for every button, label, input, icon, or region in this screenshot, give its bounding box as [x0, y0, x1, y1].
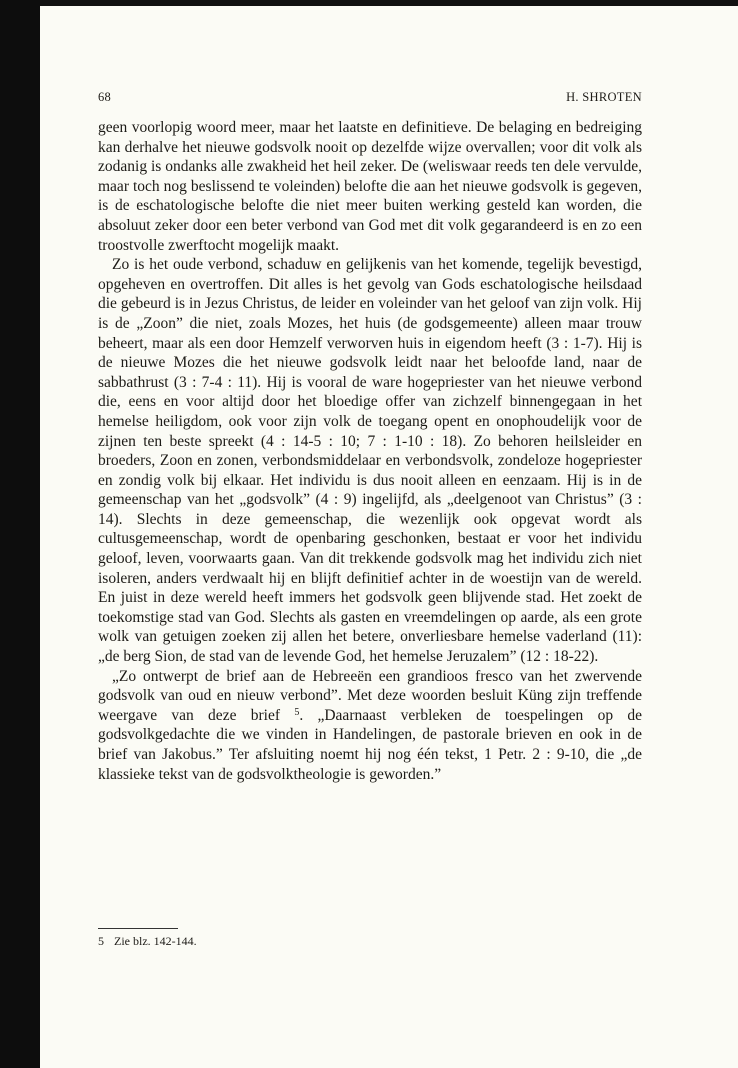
footnote: [98, 934, 642, 949]
paragraph-3: [98, 667, 642, 785]
body-text: [98, 118, 642, 784]
paragraph-1: geen voorlopig woord meer, maar het laatste en definitieve. De belaging en bedreiging kan derhalve het nieuwe godsvolk nooit op dezelfde wijze overvallen; voor dit volk als zodanig is ondanks alle zwakheid het heil zeker. De (weliswaar reeds ten dele vervulde, maar toch nog beslissend te voleinden) belofte die aan het nieuwe godsvolk is gegeven, is de eschatologische belofte die niet meer buiten werking gesteld kan worden, die absoluut zeker door een beter verbond van God met dit volk gegarandeerd is en zo een troostvolle zwerftocht mogelijk maakt.: [98, 119, 642, 254]
paragraph-3-part-1: „Zo ontwerpt de brief aan de Hebreeën een grandioos fresco van het zwervende godsvolk van oud en nieuw verbond”. Met deze woorden besluit Küng zijn treffende weergave van deze brief: [98, 667, 642, 724]
paragraph-2: Zo is het oude verbond, schaduw en gelijkenis van het komende, tegelijk bevestigd, opgeheven en overtroffen. Dit alles is het gevolg van Gods eschatologische heilsdaad die gebeurd is in Jezus Christus, de leider en voleinder van het geloof van zijn volk. Hij is de „Zoon” die niet, zoals Mozes, het huis (de godsgemeente) alleen maar trouw beheert, maar als een door Hemzelf verworven huis in eigendom heeft (3 : 1-7). Hij is de nieuwe Mozes die het nieuwe godsvolk leidt naar het beloofde land, naar de sabbathrust (3 : 7-4 : 11). Hij is vooral de ware hogepriester van het nieuwe verbond die, eens en voor altijd door het bloedige offer van zichzelf binnengegaan in het hemelse heiligdom, ook voor zijn volk de toegang opent en onophoudelijk voor de zijnen ten beste spreekt (4 : 14-5 : 10; 7 : 1-10 : 18). Zo behoren heilsleider en broeders, Zoon en zonen, verbondsmiddelaar en verbondsvolk, zondeloze hogepriester en zondig volk bij elkaar. Het individu is dus nooit alleen en eenzaam. Hij is in de gemeenschap van het „godsvolk” (4 : 9) ingelijfd, als „deelgenoot van Christus” (3 : 14). Slechts in deze gemeenschap, die wezenlijk ook opgevat wordt als cultusgemeenschap, wordt de openbaring geschonken, bestaat er voor het individu geloof, leven, voorwaarts gaan. Van dit trekkende godsvolk mag het individu zich niet isoleren, anders verdwaalt hij en blijft definitief achter in de woestijn van de wereld. En juist in deze wereld heeft immers het godsvolk geen blijvende stad. Het zoekt de toekomstige stad van God. Slechts als gasten en vreemdelingen op aarde, als een grote wolk van getuigen zoeken zij allen het betere, onverliesbare hemelse vaderland (11): „de berg Sion, de stad van de levende God, het hemelse Jeruzalem” (12 : 18-22).: [98, 256, 642, 666]
footnote-reference: 5: [294, 706, 300, 718]
paragraph-3-part-2: . „Daarnaast verbleken de toespelingen op de godsvolkgedachte die we vinden in Handelingen, de pastorale brieven en ook in de brief van Jakobus.” Ter afsluiting noemt hij nog één tekst, 1 Petr. 2 : 9-10, die „de klassieke tekst van de godsvolktheologie is geworden.”: [98, 706, 642, 783]
footnote-text: Zie blz. 142-144.: [114, 934, 197, 948]
running-head-author: H. SHROTEN: [566, 90, 642, 104]
footnote-number: 5: [98, 934, 104, 948]
footnote-rule: [98, 928, 178, 929]
page-number: 68: [98, 90, 112, 104]
scan-left-edge: [0, 0, 40, 1068]
